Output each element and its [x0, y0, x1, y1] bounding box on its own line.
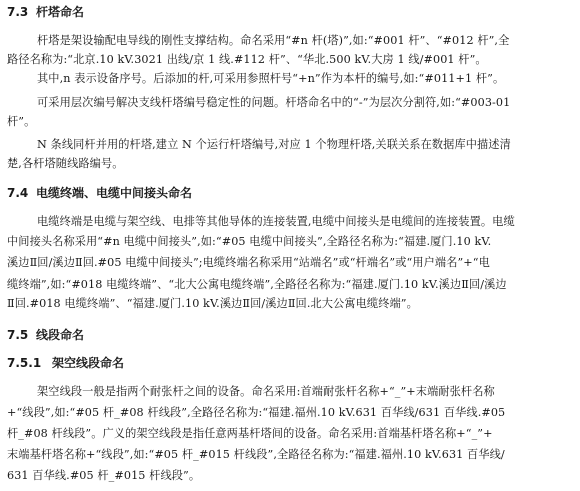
paragraph-line: 缆终端”,如:“#018 电缆终端”、“北大公寓电缆终端”,全路径名称为:“福建.厦门.10 kV.溪边Ⅱ回/溪边 [7, 278, 507, 291]
heading-7-4-title: 电缆终端、电缆中间接头命名 [36, 186, 193, 200]
paragraph-line: N 条线同杆并用的杆塔,建立 N 个运行杆塔编号,对应 1 个物理杆塔,关联关系在数据库中描述清 [37, 138, 511, 151]
heading-7-5-number: 7.5 [7, 328, 29, 342]
heading-7-5 [7, 328, 84, 342]
paragraph-line: 杆_#08 杆线段”。广义的架空线段是指任意两基杆塔间的设备。命名采用:首端基杆塔名称+“_”+ [7, 427, 493, 440]
heading-7-4-number: 7.4 [7, 186, 29, 200]
paragraph-line: 可采用层次编号解决支线杆塔编号稳定性的问题。杆塔命名中的“-”为层次分割符,如:“#003-01 [37, 96, 511, 109]
paragraph-line: Ⅱ回.#018 电缆终端”、“福建.厦门.10 kV.溪边Ⅱ回/溪边Ⅱ回.北大公寓电缆终端”。 [7, 297, 418, 310]
paragraph-line: 631 百华线.#05 杆_#015 杆线段”。 [7, 469, 201, 482]
heading-7-5-1-number: 7.5.1 [7, 356, 42, 370]
paragraph-line: +“线段”,如:“#05 杆_#08 杆线段”,全路径名称为:“福建.福州.10 kV.631 百华线/631 百华线.#05 [7, 406, 506, 419]
paragraph-line: 杆”。 [7, 115, 36, 128]
paragraph-line: 中间接头名称采用“#n 电缆中间接头”,如:“#05 电缆中间接头”,全路径名称为:“福建.厦门.10 kV. [7, 235, 492, 248]
heading-7-5-1-title: 架空线段命名 [52, 356, 125, 370]
paragraph-line: 电缆终端是电缆与架空线、电排等其他导体的连接装置,电缆中间接头是电缆间的连接装置。电缆 [37, 215, 515, 228]
heading-7-3 [7, 5, 84, 19]
heading-7-3-title: 杆塔命名 [36, 5, 85, 19]
paragraph-line: 路径名称为:“北京.10 kV.3021 出线/京 1 线.#112 杆”、“华北.500 kV.大房 1 线/#001 杆”。 [7, 53, 487, 66]
heading-7-3-number: 7.3 [7, 5, 29, 19]
heading-7-5-title: 线段命名 [36, 328, 85, 342]
paragraph-line: 杆塔是架设输配电导线的刚性支撑结构。命名采用“#n 杆(塔)”,如:“#001 杆”、“#012 杆”,全 [37, 34, 510, 47]
paragraph-line: 楚,各杆塔随线路编号。 [7, 157, 124, 170]
paragraph-line: 其中,n 表示设备序号。后添加的杆,可采用参照杆号“+n”作为本杆的编号,如:“#011+1 杆”。 [37, 72, 505, 85]
paragraph-line: 架空线段一般是指两个耐张杆之间的设备。命名采用:首端耐张杆名称+“_”+末端耐张杆名称 [37, 385, 495, 398]
paragraph-line: 末端基杆塔名称+“线段”,如:“#05 杆_#015 杆线段”,全路径名称为:“福建.福州.10 kV.631 百华线/ [7, 448, 505, 461]
heading-7-4 [7, 186, 192, 200]
paragraph-line: 溪边Ⅱ回/溪边Ⅱ回.#05 电缆中间接头”;电缆终端名称采用“站端名”或“杆端名”或“用户端名”+“电 [7, 256, 490, 269]
heading-7-5-1 [7, 356, 124, 370]
